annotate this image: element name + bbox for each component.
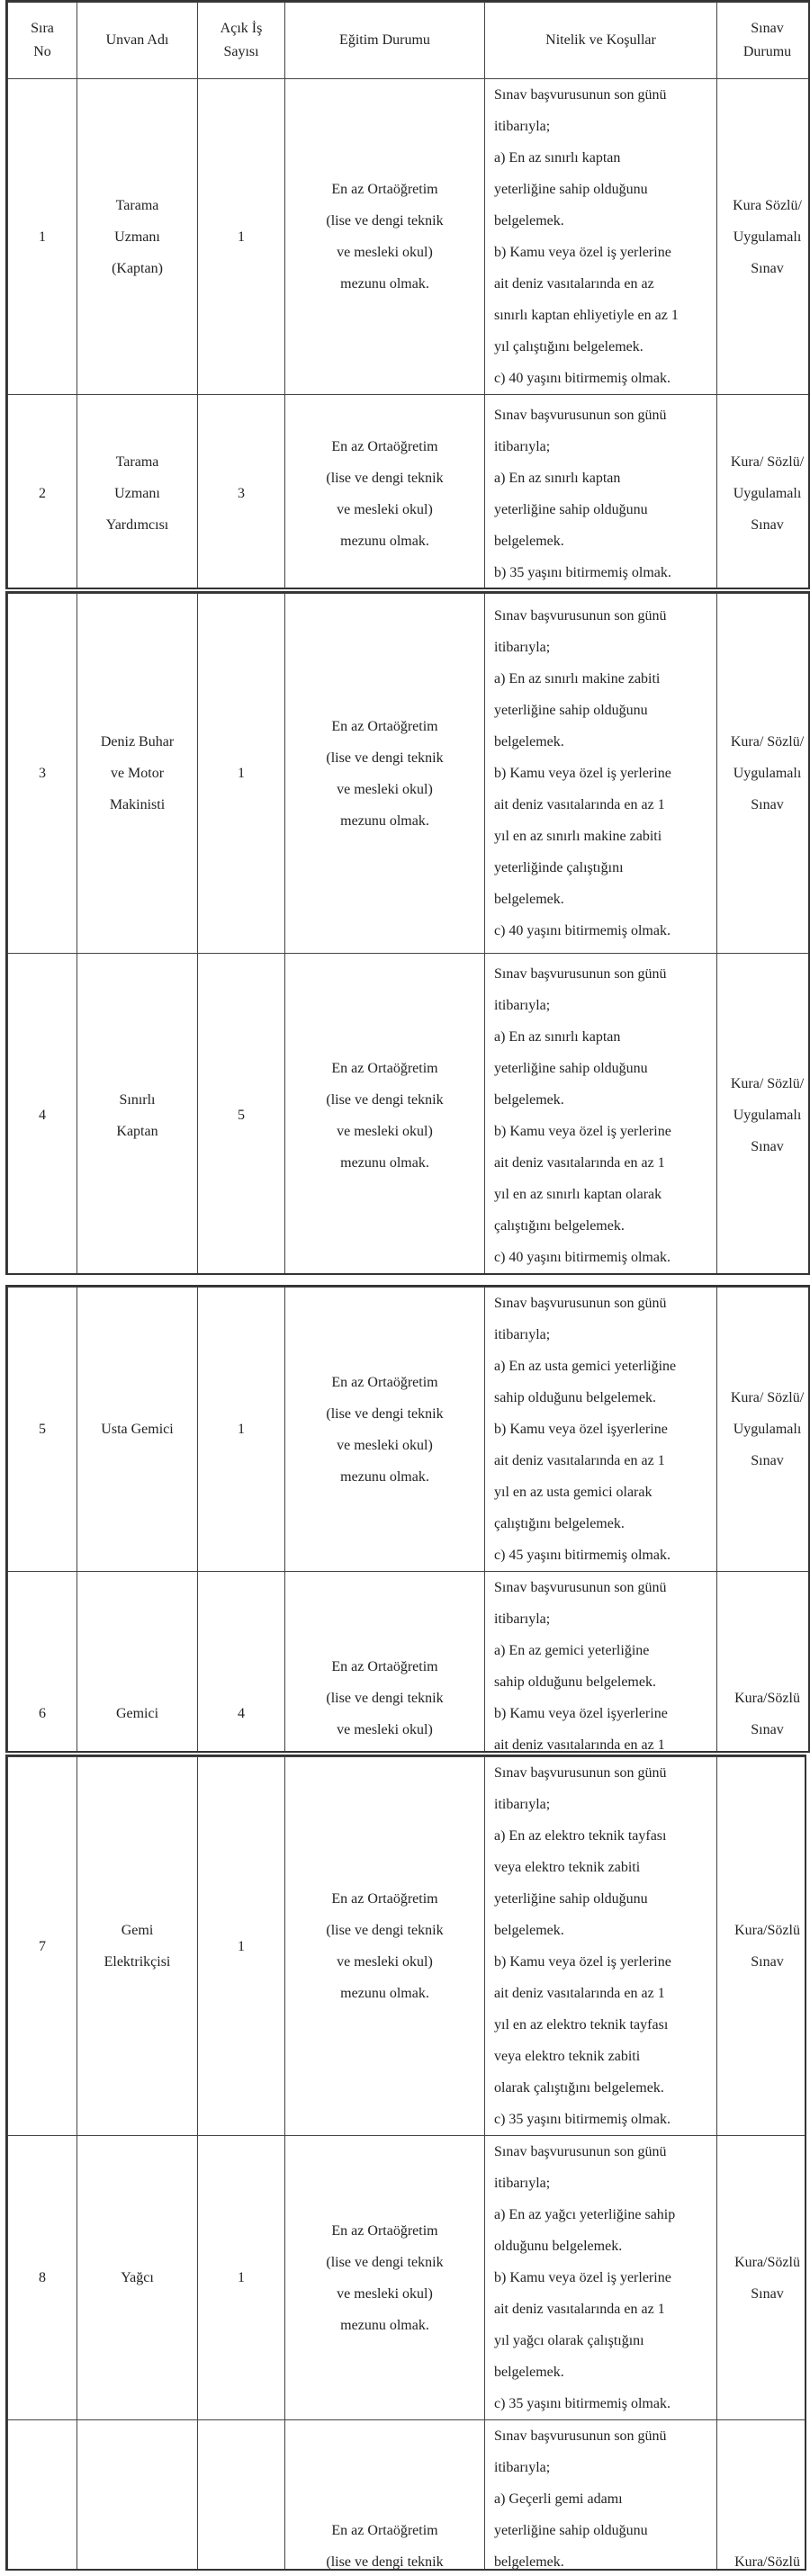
exam-line: Kura/ Sözlü/ xyxy=(730,454,805,470)
requirements-line: olduğunu belgelemek. xyxy=(494,2239,623,2254)
table-section-3 xyxy=(5,1285,810,1753)
exam-line: Sınav xyxy=(751,1721,784,1737)
header-no-line: No xyxy=(33,44,51,59)
requirements-line: b) Kamu veya özel iş yerlerine xyxy=(494,245,671,260)
table-row xyxy=(8,395,810,590)
requirements-line: sahip olduğunu belgelemek. xyxy=(494,1390,656,1405)
table-row xyxy=(8,954,810,1276)
education-line: mezunu olmak. xyxy=(340,533,429,549)
exam-line: Kura/Sözlü xyxy=(734,2254,800,2270)
cell-education xyxy=(285,395,485,590)
education-line: mezunu olmak. xyxy=(340,276,429,292)
requirements-line: Sınav başvurusunun son günü xyxy=(494,407,667,423)
requirements-line: Sınav başvurusunun son günü xyxy=(494,87,667,103)
education-line: (lise ve dengi teknik xyxy=(326,1690,444,1706)
requirements-line: yıl en az sınırlı kaptan olarak xyxy=(494,1186,662,1202)
exam-line: Uygulamalı xyxy=(733,766,802,781)
education-line: (lise ve dengi teknik xyxy=(326,470,444,486)
title-line: Usta Gemici xyxy=(101,1422,174,1437)
title-line: Kaptan xyxy=(116,1123,158,1139)
education-line: (lise ve dengi teknik xyxy=(326,2554,444,2570)
education-line: ve mesleki okul) xyxy=(337,1721,433,1737)
requirements-line: a) Geçerli gemi adamı xyxy=(494,2491,623,2507)
education-line: mezunu olmak. xyxy=(340,2317,429,2333)
title-line: Gemi xyxy=(121,1923,154,1938)
requirements-line: ait deniz vasıtalarında en az 1 xyxy=(494,2302,665,2317)
cell-title xyxy=(77,1288,198,1572)
exam-line: Uygulamalı xyxy=(733,486,802,501)
exam-line: Sınav xyxy=(751,1139,784,1154)
cell-no: 1 xyxy=(8,79,77,395)
cell-education xyxy=(285,1757,485,2136)
header-education xyxy=(285,3,485,79)
exam-line: Kura/ Sözlü/ xyxy=(730,1076,805,1091)
positions-table xyxy=(7,593,810,1275)
header-title-line: Unvan Adı xyxy=(105,32,169,48)
cell-title xyxy=(77,79,198,395)
title-line: Sınırlı xyxy=(119,1091,156,1108)
cell-openings: 1 xyxy=(198,79,285,395)
exam-line: Sınav xyxy=(751,1453,784,1468)
education-line: ve mesleki okul) xyxy=(337,501,433,517)
requirements-line: olarak çalıştığını belgelemek. xyxy=(494,2080,664,2096)
requirements-line: itibarıyla; xyxy=(494,640,551,655)
requirements-line: itibarıyla; xyxy=(494,2176,551,2191)
education-line: (lise ve dengi teknik xyxy=(326,1091,444,1108)
requirements-line: sınırlı kaptan ehliyetiyle en az 1 xyxy=(494,308,679,323)
requirements-line: itibarıyla; xyxy=(494,438,551,454)
cell-education xyxy=(285,2136,485,2420)
cell-exam xyxy=(717,1757,807,2136)
education-line: ve mesleki okul) xyxy=(337,1123,433,1139)
requirements-line: yeterliğine sahip olduğunu xyxy=(494,1060,648,1076)
education-line: (lise ve dengi teknik xyxy=(326,1923,444,1938)
requirements-line: a) En az sınırlı makine zabiti xyxy=(494,671,661,687)
requirements-line: Sınav başvurusunun son günü xyxy=(494,965,667,982)
table-section-2 xyxy=(5,591,810,1275)
cell-requirements xyxy=(485,1757,717,2136)
requirements-line: yeterliğine sahip olduğunu xyxy=(494,1891,648,1907)
education-line: (lise ve dengi teknik xyxy=(326,1405,444,1422)
table-section-1 xyxy=(5,0,810,589)
education-line: ve mesleki okul) xyxy=(337,245,433,260)
cell-exam xyxy=(717,1288,810,1572)
requirements-line: yıl yağcı olarak çalıştığını xyxy=(494,2333,644,2348)
requirements-line: Sınav başvurusunun son günü xyxy=(494,1765,667,1781)
cell-requirements xyxy=(485,954,717,1276)
requirements-line: b) Kamu veya özel iş yerlerine xyxy=(494,2270,671,2285)
education-line: ve mesleki okul) xyxy=(337,1437,433,1453)
cell-no: 3 xyxy=(8,594,77,954)
table-row xyxy=(8,594,810,954)
requirements-line: c) 45 yaşını bitirmemiş olmak. xyxy=(494,1548,670,1563)
header-no-line: Sıra xyxy=(31,21,54,36)
table-row xyxy=(8,79,810,395)
cell-education xyxy=(285,954,485,1276)
requirements-line: b) Kamu veya özel iş yerlerine xyxy=(494,1123,671,1139)
header-openings-line: Sayısı xyxy=(223,44,259,59)
requirements-line: yeterliğinde çalıştığını xyxy=(494,860,624,875)
table-row xyxy=(8,1572,810,1754)
positions-table xyxy=(7,1756,806,2571)
cell-title xyxy=(77,1572,198,1754)
requirements-line: Sınav başvurusunun son günü xyxy=(494,1296,667,1311)
header-no xyxy=(8,3,77,79)
header-requirements xyxy=(485,3,717,79)
education-line: En az Ortaöğretim xyxy=(331,1060,438,1076)
requirements-line: c) 40 yaşını bitirmemiş olmak. xyxy=(494,923,670,938)
cell-exam xyxy=(717,79,810,395)
requirements-line: itibarıyla; xyxy=(494,1797,551,1812)
cell-requirements xyxy=(485,594,717,954)
education-line: En az Ortaöğretim xyxy=(331,1891,438,1907)
exam-line: Sınav xyxy=(751,2285,784,2302)
requirements-line: yıl çalıştığını belgelemek. xyxy=(494,339,644,355)
title-line: Gemici xyxy=(115,1706,159,1721)
title-line: Yağcı xyxy=(121,2270,154,2285)
requirements-line: belgelemek. xyxy=(494,1923,564,1938)
requirements-line: itibarıyla; xyxy=(494,997,551,1013)
cell-requirements xyxy=(485,1572,717,1754)
requirements-line: b) Kamu veya özel iş yerlerine xyxy=(494,1954,671,1970)
cell-exam xyxy=(717,2136,807,2420)
requirements-line: c) 35 yaşını bitirmemiş olmak. xyxy=(494,2396,670,2411)
education-line: En az Ortaöğretim xyxy=(331,2222,438,2239)
exam-line: Sınav xyxy=(751,260,784,276)
requirements-line: belgelemek. xyxy=(494,1091,564,1108)
cell-requirements xyxy=(485,2420,717,2572)
title-line: Elektrikçisi xyxy=(104,1954,171,1970)
requirements-line: sahip olduğunu belgelemek. xyxy=(494,1674,656,1690)
requirements-line: b) 35 yaşını bitirmemiş olmak. xyxy=(494,564,671,580)
exam-line: Kura/Sözlü xyxy=(734,1690,800,1706)
requirements-line: yıl en az elektro teknik tayfası xyxy=(494,2017,669,2033)
cell-title xyxy=(77,954,198,1276)
requirements-line: c) 40 yaşını bitirmemiş olmak. xyxy=(494,371,670,386)
exam-line: Kura/Sözlü xyxy=(734,1923,800,1938)
header-exam xyxy=(717,3,810,79)
requirements-line: ait deniz vasıtalarında en az 1 xyxy=(494,797,665,812)
requirements-line: belgelemek. xyxy=(494,2554,564,2570)
requirements-line: ait deniz vasıtalarında en az 1 xyxy=(494,1154,665,1171)
cell-requirements xyxy=(485,2136,717,2420)
education-line: (lise ve dengi teknik xyxy=(326,749,444,766)
cell-no xyxy=(8,2420,77,2572)
education-line: mezunu olmak. xyxy=(340,1468,429,1485)
requirements-line: belgelemek. xyxy=(494,2365,564,2380)
title-line: Tarama xyxy=(115,197,159,213)
cell-education xyxy=(285,594,485,954)
requirements-line: a) En az yağcı yeterliğine sahip xyxy=(494,2207,676,2222)
exam-line: Kura/Sözlü xyxy=(734,2554,800,2570)
cell-exam xyxy=(717,2420,807,2572)
cell-education xyxy=(285,2420,485,2572)
requirements-line: çalıştığını belgelemek. xyxy=(494,1217,625,1234)
education-line: En az Ortaöğretim xyxy=(331,1658,438,1674)
requirements-line: ait deniz vasıtalarında en az 1 xyxy=(494,1737,665,1753)
title-line: (Kaptan) xyxy=(112,260,163,276)
education-line: (lise ve dengi teknik xyxy=(326,213,444,229)
cell-requirements xyxy=(485,395,717,590)
cell-openings: 1 xyxy=(198,594,285,954)
table-section-4 xyxy=(5,1755,806,2571)
requirements-line: b) Kamu veya özel işyerlerine xyxy=(494,1706,668,1721)
cell-no: 2 xyxy=(8,395,77,590)
header-openings xyxy=(198,3,285,79)
positions-table xyxy=(7,2,810,589)
requirements-line: yeterliğine sahip olduğunu xyxy=(494,703,648,718)
cell-openings: 1 xyxy=(198,2136,285,2420)
table-header-row xyxy=(8,3,810,79)
cell-title xyxy=(77,594,198,954)
education-line: mezunu olmak. xyxy=(340,1986,429,2001)
requirements-line: ait deniz vasıtalarında en az xyxy=(494,276,654,292)
requirements-line: yeterliğine sahip olduğunu xyxy=(494,2523,648,2538)
header-exam-line: Sınav xyxy=(751,21,784,36)
cell-openings: 5 xyxy=(198,954,285,1276)
cell-title xyxy=(77,2136,198,2420)
education-line: En az Ortaöğretim xyxy=(331,1374,438,1390)
cell-openings: 3 xyxy=(198,395,285,590)
education-line: En az Ortaöğretim xyxy=(331,182,438,197)
cell-openings: 1 xyxy=(198,1757,285,2136)
education-line: En az Ortaöğretim xyxy=(331,2523,438,2538)
cell-title xyxy=(77,395,198,590)
education-line: En az Ortaöğretim xyxy=(331,718,438,734)
exam-line: Kura/ Sözlü/ xyxy=(730,734,805,749)
title-line: Makinisti xyxy=(109,797,166,812)
requirements-line: yeterliğine sahip olduğunu xyxy=(494,501,648,517)
title-line: Deniz Buhar xyxy=(100,734,175,749)
table-row xyxy=(8,1757,807,2136)
education-line: ve mesleki okul) xyxy=(337,1954,433,1970)
title-line: Uzmanı xyxy=(114,229,160,245)
table-row xyxy=(8,2136,807,2420)
cell-title xyxy=(77,1757,198,2136)
title-line: Uzmanı xyxy=(114,486,160,501)
cell-education xyxy=(285,79,485,395)
table-row xyxy=(8,2420,807,2572)
requirements-line: ait deniz vasıtalarında en az 1 xyxy=(494,1986,665,2001)
header-exam-line: Durumu xyxy=(742,44,792,59)
header-title xyxy=(77,3,198,79)
requirements-line: Sınav başvurusunun son günü xyxy=(494,608,667,624)
positions-table xyxy=(7,1287,810,1753)
requirements-line: veya elektro teknik zabiti xyxy=(494,2049,641,2064)
exam-line: Uygulamalı xyxy=(733,1422,802,1437)
cell-openings xyxy=(198,2420,285,2572)
requirements-line: yıl en az sınırlı makine zabiti xyxy=(494,829,662,844)
requirements-line: itibarıyla; xyxy=(494,2460,551,2475)
cell-exam xyxy=(717,594,810,954)
requirements-line: yıl en az usta gemici olarak xyxy=(494,1485,652,1500)
education-line xyxy=(291,1746,479,1754)
cell-exam xyxy=(717,954,810,1276)
requirements-line: Sınav başvurusunun son günü xyxy=(494,2144,667,2159)
requirements-line: a) En az sınırlı kaptan xyxy=(494,470,621,486)
requirements-line: veya elektro teknik zabiti xyxy=(494,1860,641,1875)
cell-no: 7 xyxy=(8,1757,77,2136)
header-requirements-line: Nitelik ve Koşullar xyxy=(545,32,656,48)
requirements-line: çalıştığını belgelemek. xyxy=(494,1516,625,1531)
cell-requirements xyxy=(485,1288,717,1572)
title-line: Yardımcısı xyxy=(105,517,169,533)
requirements-line: belgelemek. xyxy=(494,533,564,549)
requirements-line: a) En az sınırlı kaptan xyxy=(494,1028,621,1045)
requirements-line: Sınav başvurusunun son günü xyxy=(494,1580,667,1595)
education-line: mezunu olmak. xyxy=(340,1154,429,1171)
requirements-line: b) Kamu veya özel işyerlerine xyxy=(494,1422,668,1437)
header-education-line: Eğitim Durumu xyxy=(339,32,430,48)
cell-exam xyxy=(717,395,810,590)
exam-line: Uygulamalı xyxy=(733,1108,802,1123)
requirements-line: ait deniz vasıtalarında en az 1 xyxy=(494,1453,665,1468)
table-row xyxy=(8,1288,810,1572)
education-line: ve mesleki okul) xyxy=(337,781,433,797)
requirements-line: c) 35 yaşını bitirmemiş olmak. xyxy=(494,2112,670,2127)
cell-no: 8 xyxy=(8,2136,77,2420)
cell-openings: 4 xyxy=(198,1572,285,1754)
exam-line: Sınav xyxy=(751,1954,784,1970)
exam-line: Sınav xyxy=(751,517,784,533)
requirements-line: b) Kamu veya özel iş yerlerine xyxy=(494,766,671,781)
requirements-line: c) 40 yaşını bitirmemiş olmak. xyxy=(494,1249,670,1265)
cell-title xyxy=(77,2420,198,2572)
title-line: Tarama xyxy=(115,454,159,470)
exam-line: Uygulamalı xyxy=(733,229,802,245)
requirements-line: a) En az elektro teknik tayfası xyxy=(494,1828,667,1844)
education-line: mezunu olmak. xyxy=(340,812,429,829)
exam-line: Sınav xyxy=(751,797,784,812)
requirements-line: a) En az gemici yeterliğine xyxy=(494,1643,650,1658)
title-line xyxy=(83,2563,192,2572)
exam-line: Kura/ Sözlü/ xyxy=(730,1390,805,1405)
requirements-line: itibarıyla; xyxy=(494,119,551,134)
requirements-line: a) En az sınırlı kaptan xyxy=(494,150,621,166)
header-openings-line: Açık İş xyxy=(220,21,263,36)
requirements-line: a) En az usta gemici yeterliğine xyxy=(494,1359,677,1374)
cell-openings: 1 xyxy=(198,1288,285,1572)
cell-no: 6 xyxy=(8,1572,77,1754)
education-line: (lise ve dengi teknik xyxy=(326,2254,444,2270)
cell-no: 5 xyxy=(8,1288,77,1572)
requirements-line: itibarıyla; xyxy=(494,1611,551,1627)
cell-exam xyxy=(717,1572,810,1754)
title-line: ve Motor xyxy=(110,766,165,781)
education-line: En az Ortaöğretim xyxy=(331,438,438,454)
requirements-line: itibarıyla; xyxy=(494,1327,551,1342)
requirements-line: belgelemek. xyxy=(494,892,564,907)
exam-line: Kura Sözlü/ xyxy=(733,197,802,213)
cell-no: 4 xyxy=(8,954,77,1276)
cell-requirements xyxy=(485,79,717,395)
requirements-line: belgelemek. xyxy=(494,734,564,749)
education-line: ve mesleki okul) xyxy=(337,2285,433,2302)
cell-education xyxy=(285,1572,485,1754)
requirements-line: yeterliğine sahip olduğunu xyxy=(494,182,648,197)
cell-education xyxy=(285,1288,485,1572)
requirements-line: Sınav başvurusunun son günü xyxy=(494,2428,667,2444)
requirements-line: belgelemek. xyxy=(494,213,564,229)
